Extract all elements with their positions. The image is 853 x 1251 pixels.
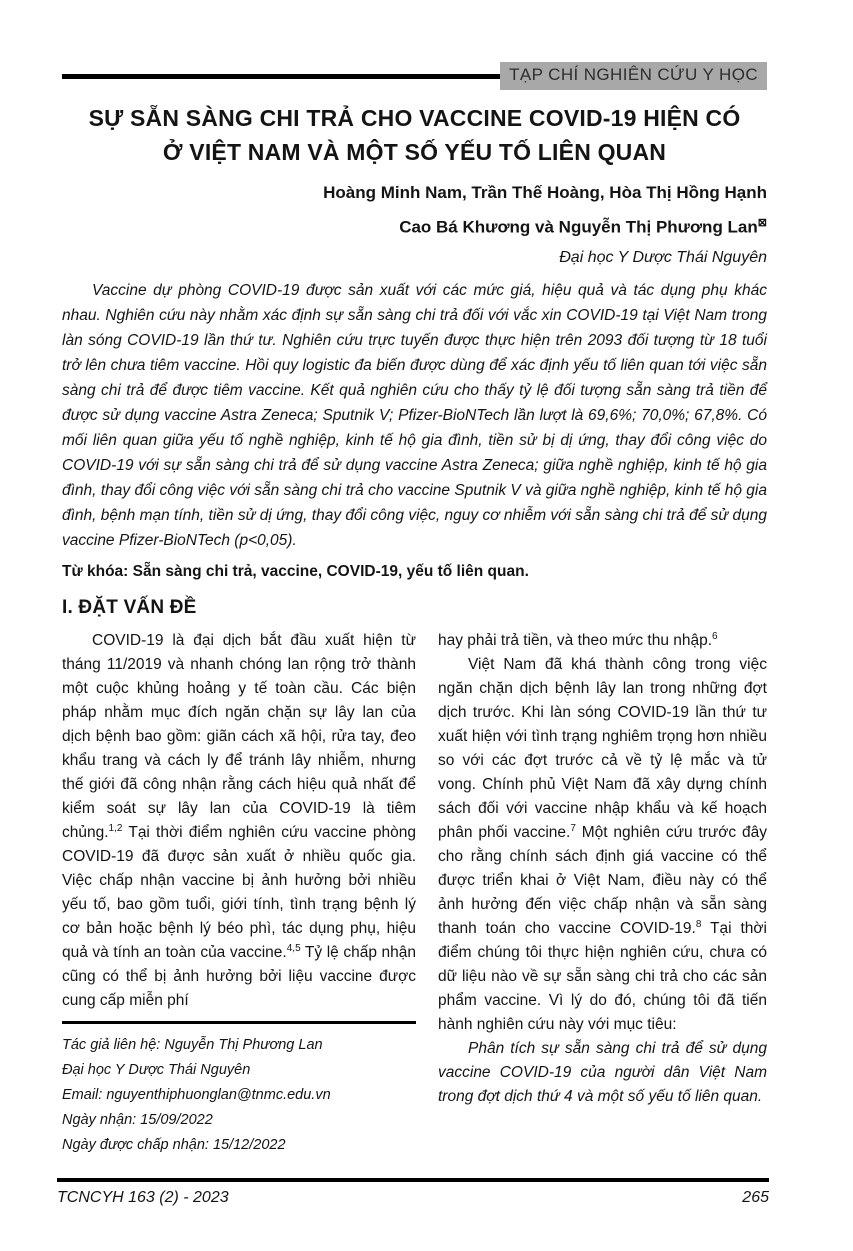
author-list: [62, 178, 767, 243]
right-column: [438, 629, 767, 1158]
author-line-1: Hoàng Minh Nam, Trần Thế Hoàng, Hòa Thị Hồng Hạnh: [323, 183, 767, 202]
footnote-email: Email: nguyenthiphuonglan@tnmc.edu.vn: [62, 1086, 331, 1103]
body-paragraph: Việt Nam đã khá thành công trong việc ngăn chặn dịch bệnh lây lan trong những đợt dịch trước. Khi làn sóng COVID-19 lần thứ tư xuất hiện với tình trạng nghiêm trọng hơn nhiều so với các đợt trước cả về tỷ lệ mắc và tử vong. Chính phủ Việt Nam đã xây dựng chính sách đối với vaccine nhập khẩu và kế hoạch phân phối vaccine.$^7$ Một nghiên cứu trước đây cho rằng chính sách định giá vaccine có thể được triển khai ở Việt Nam, điều này có thể ảnh hưởng đến việc chấp nhận và sẵn sàng thanh toán cho vaccine COVID-19.$^8$ Tại thời điểm chúng tôi thực hiện nghiên cứu, chưa có dữ liệu nào về sự sẵn sàng chi trả cho các sản phẩm vaccine. Vì lý do đó, chúng tôi đã tiến hành nghiên cứu này với mục tiêu:: [438, 655, 767, 1033]
journal-reference: TCNCYH 163 (2) - 2023: [57, 1189, 229, 1206]
journal-header: [62, 62, 767, 90]
article-title: [62, 101, 767, 169]
footnote-block: [62, 1021, 416, 1158]
section-heading-introduction: I. ĐẶT VẤN ĐỀ: [62, 596, 197, 618]
footnote-received-date: Ngày nhận: 15/09/2022: [62, 1111, 213, 1128]
footnote-divider: [62, 1021, 416, 1024]
header-rule: [62, 74, 500, 79]
journal-name-box: [500, 62, 767, 90]
right-column-text: [438, 629, 767, 1109]
footnote-contact: Tác giả liên hệ: Nguyễn Thị Phương Lan: [62, 1036, 323, 1053]
article-columns: [62, 629, 767, 1158]
body-paragraph: hay phải trả tiền, và theo mức thu nhập.$^6$: [438, 630, 718, 649]
footnote-affiliation: Đại học Y Dược Thái Nguyên: [62, 1061, 251, 1078]
left-column: [62, 629, 416, 1158]
title-line-2: Ở VIỆT NAM VÀ MỘT SỐ YẾU TỐ LIÊN QUAN: [162, 139, 667, 165]
journal-name: TẠP CHÍ NGHIÊN CỨU Y HỌC: [509, 65, 758, 84]
footer-row: [57, 1189, 769, 1207]
author-line-2-text: Cao Bá Khương và Nguyễn Thị Phương Lan: [399, 217, 758, 237]
footnote-accepted-date: Ngày được chấp nhận: 15/12/2022: [62, 1136, 286, 1153]
page-footer: [57, 1172, 769, 1251]
footer-rule: [57, 1178, 769, 1182]
page-number: 265: [742, 1189, 769, 1206]
body-paragraph: Phân tích sự sẵn sàng chi trả để sử dụng vaccine COVID-19 của người dân Việt Nam trong đợt dịch thứ 4 và một số yếu tố liên quan.: [438, 1039, 767, 1105]
article-page: [0, 62, 853, 1251]
keywords-line: Từ khóa: Sẵn sàng chi trả, vaccine, COVID-19, yếu tố liên quan.: [62, 562, 529, 580]
corresponding-author-icon: ⊠: [757, 217, 767, 229]
affiliation: Đại học Y Dược Thái Nguyên: [559, 248, 767, 266]
left-column-text: [62, 629, 416, 1013]
abstract-text: Vaccine dự phòng COVID-19 được sản xuất với các mức giá, hiệu quả và tác dụng phụ khác nhau. Nghiên cứu này nhằm xác định sự sẵn sàng chi trả đối với vắc xin COVID-19 tại Việt Nam trong làn sóng COVID-19 lần thứ tư. Nghiên cứu trực tuyến được thực hiện trên 2093 đối tượng từ 18 tuổi trở lên chưa tiêm vaccine. Hồi quy logistic đa biến được dùng để xác định yếu tố liên quan tới việc sẵn sàng chi trả để được tiêm vaccine. Kết quả nghiên cứu cho thấy tỷ lệ đối tượng sẵn sàng trả tiền để được sử dụng vaccine Astra Zeneca; Sputnik V; Pfizer-BioNTech lần lượt là 69,6%; 70,0%; 67,8%. Có mối liên quan giữa yếu tố nghề nghiệp, kinh tế hộ gia đình, tiền sử bị dị ứng, thay đổi công việc do COVID-19 với sự sẵn sàng chi trả để sử dụng vaccine Astra Zeneca; giữa nghề nghiệp, kinh tế hộ gia đình, thay đổi công việc với sẵn sàng chi trả cho vaccine Sputnik V và giữa nghề nghiệp, kinh tế hộ gia đình, bệnh mạn tính, tiền sử dị ứng, thay đổi công việc, nguy cơ nhiễm với sẵn sàng chi trả để sử dụng vaccine Pfizer-BioNTech (p<0,05).: [62, 281, 767, 549]
title-line-1: SỰ SẴN SÀNG CHI TRẢ CHO VACCINE COVID-19 HIỆN CÓ: [88, 105, 741, 131]
body-paragraph: COVID-19 là đại dịch bắt đầu xuất hiện từ tháng 11/2019 và nhanh chóng lan rộng trở thành một cuộc khủng hoảng y tế toàn cầu. Các biện pháp nhằm mục đích ngăn chặn sự lây lan của dịch bệnh bao gồm: giãn cách xã hội, rửa tay, đeo khẩu trang và cách ly để tránh lây nhiễm, nhưng thế giới đã công nhận rằng cách hiệu quả nhất để kiểm soát sự lây lan của COVID-19 là tiêm chủng.$^{1,2}$ Tại thời điểm nghiên cứu vaccine phòng COVID-19 đã được sản xuất ở nhiều quốc gia. Việc chấp nhận vaccine bị ảnh hưởng bởi nhiều yếu tố, bao gồm tuổi, giới tính, tình trạng bệnh lý cơ bản hoặc bệnh lý béo phì, tác dụng phụ, hiệu quả và tính an toàn của vaccine.$^{4,5}$ Tỷ lệ chấp nhận cũng có thể bị ảnh hưởng bởi liệu vaccine được cung cấp miễn phí: [62, 631, 416, 1009]
author-line-2: [62, 208, 767, 243]
